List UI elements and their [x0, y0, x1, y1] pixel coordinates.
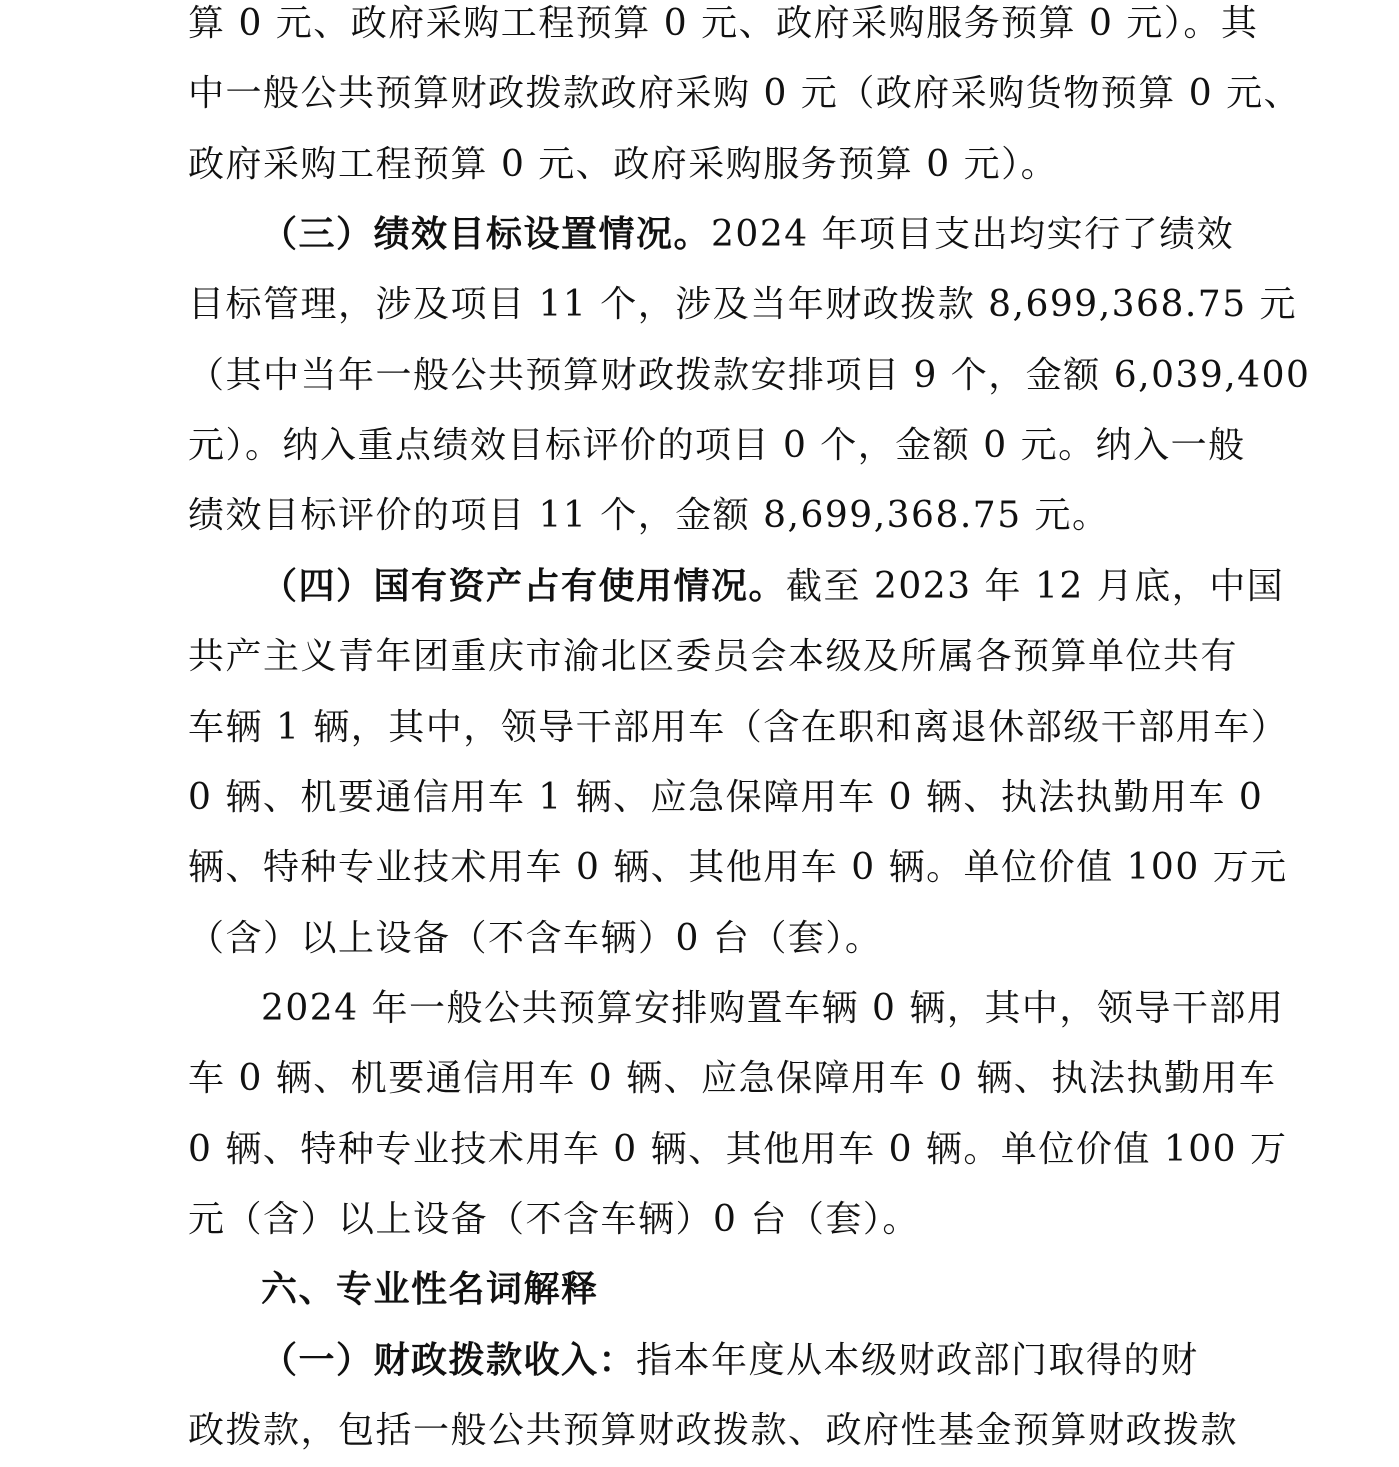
text-line: 政府采购工程预算 0 元、政府采购服务预算 0 元）。: [188, 144, 1059, 185]
text-line: 中一般公共预算财政拨款政府采购 0 元（政府采购货物预算 0 元、: [188, 73, 1302, 114]
text-line: （其中当年一般公共预算财政拨款安排项目 9 个，金额 6,039,400: [188, 355, 1311, 396]
text-run: 2024 年项目支出均实行了绩效: [711, 214, 1235, 255]
paragraph-3-first-line: [261, 211, 1234, 271]
paragraph-6-first-line: [261, 1337, 1199, 1397]
text-line: 元（含）以上设备（不含车辆）0 台（套）。: [188, 1199, 920, 1240]
section-heading: （一）财政拨款收入：: [261, 1340, 637, 1381]
text-line: 算 0 元、政府采购工程预算 0 元、政府采购服务预算 0 元）。其: [188, 3, 1259, 44]
text-run: 截至 2023 年 12 月底，中国: [786, 566, 1285, 607]
text-line: 绩效目标评价的项目 11 个，金额 8,699,368.75 元。: [188, 495, 1110, 536]
text-line: 车辆 1 辆，其中，领导干部用车（含在职和离退休部级干部用车）: [188, 707, 1289, 748]
text-line: 2024 年一般公共预算安排购置车辆 0 辆，其中，领导干部用: [261, 988, 1285, 1029]
text-line: 0 辆、特种专业技术用车 0 辆、其他用车 0 辆。单位价值 100 万: [188, 1129, 1288, 1170]
text-line: 辆、特种专业技术用车 0 辆、其他用车 0 辆。单位价值 100 万元: [188, 847, 1288, 888]
text-line: 目标管理，涉及项目 11 个，涉及当年财政拨款 8,699,368.75 元: [188, 284, 1298, 325]
paragraph-4-first-line: [261, 563, 1284, 623]
text-line: （含）以上设备（不含车辆）0 台（套）。: [188, 918, 883, 959]
section-heading: （四）国有资产占有使用情况。: [261, 566, 787, 607]
section-title: 六、专业性名词解释: [261, 1269, 599, 1310]
text-line: 政拨款，包括一般公共预算财政拨款、政府性基金预算财政拨款: [188, 1410, 1239, 1451]
text-line: 元）。纳入重点绩效目标评价的项目 0 个，金额 0 元。纳入一般: [188, 425, 1246, 466]
text-line: 0 辆、机要通信用车 1 辆、应急保障用车 0 辆、执法执勤用车 0: [188, 777, 1264, 818]
text-line: 车 0 辆、机要通信用车 0 辆、应急保障用车 0 辆、执法执勤用车: [188, 1058, 1277, 1099]
text-line: 共产主义青年团重庆市渝北区委员会本级及所属各预算单位共有: [188, 636, 1239, 677]
section-heading: （三）绩效目标设置情况。: [261, 214, 712, 255]
text-run: 指本年度从本级财政部门取得的财: [636, 1340, 1199, 1381]
